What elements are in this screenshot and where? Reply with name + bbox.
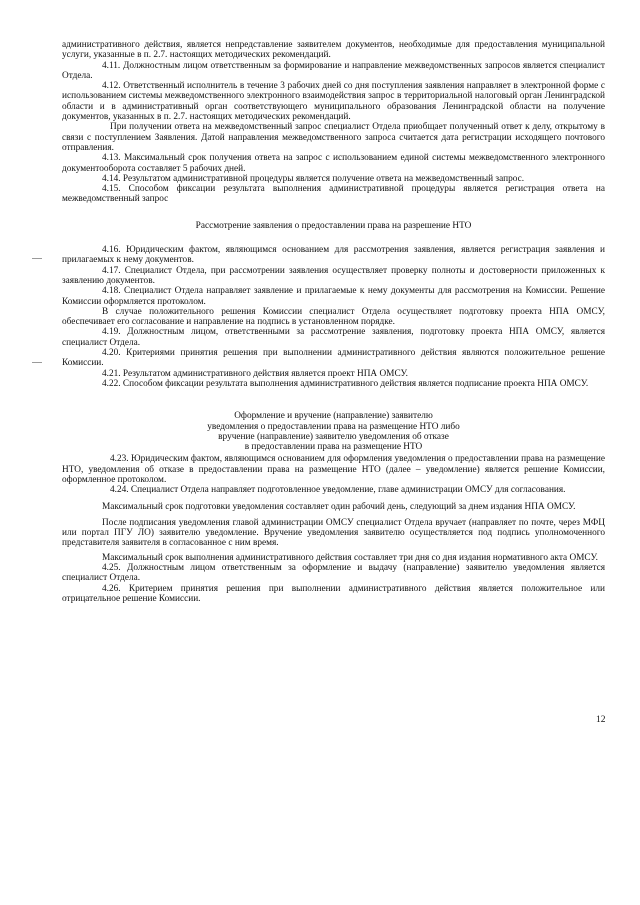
paragraph: 4.14. Результатом административной процедуры является получение ответа на межведомственный запрос. [102,173,525,184]
heading-line: Оформление и вручение (направление) заявителю [234,411,433,422]
paragraph: административного действия, является непредставление заявителем документов, необходимые для предоставления муниципальной услуги, указанные в п. 2.7. настоящих методических рекомендаций. [62,40,605,61]
section-heading: Рассмотрение заявления о предоставлении права на разрешение НТО [195,220,472,231]
paragraph: 4.22. Способом фиксации результата выполнения административного действия является подписание проекта НПА ОМСУ. [102,378,589,389]
document-body [62,40,605,604]
heading-line: вручение (направление) заявителю уведомления об отказе [218,431,449,442]
heading-line: в предоставлении права на размещение НТО [244,442,423,453]
paragraph: 4.26. Критерием принятия решения при выполнении административного действия является положительное или отрицательное решение Комиссии. [62,583,605,604]
paragraph: При получении ответа на межведомственный запрос специалист Отдела приобщает полученный ответ к делу, открытому в связи с поступлением Заявления. Датой направления межведомственного запроса считается дата регистрации исходящего почтового отправления. [62,122,605,153]
paragraph: 4.13. Максимальный срок получения ответа на запрос с использованием единой системы межведомственного электронного документооборота составляет 5 рабочих дней. [62,153,605,174]
paragraph: Максимальный срок выполнения административного действия составляет три дня со дня издания нормативного акта ОМСУ. [102,552,598,563]
paragraph: 4.23. Юридическим фактом, являющимся основанием для оформления уведомления о предоставлении права на размещение НТО, уведомления об отказе в предоставлении права на размещение НТО (далее – уведомление) является решение Комиссии, оформленное протоколом. [62,454,605,485]
paragraph: В случае положительного решения Комиссии специалист Отдела осуществляет подготовку проекта НПА ОМСУ, обеспечивает его согласование и направление на подпись в установленном порядке. [62,306,605,328]
paragraph: 4.24. Специалист Отдела направляет подготовленное уведомление, главе администрации ОМСУ для согласования. [110,485,566,496]
margin-mark [32,258,42,259]
paragraph: 4.17. Специалист Отдела, при рассмотрении заявления осуществляет проверку полноты и достоверности приложенных к заявлению документов. [62,265,605,286]
paragraph: 4.16. Юридическим фактом, являющимся основанием для рассмотрения заявления, является регистрация заявления и прилагаемых к нему документов. [62,245,605,266]
paragraph: 4.21. Результатом административного действия является проект НПА ОМСУ. [102,368,408,379]
paragraph: 4.15. Способом фиксации результата выполнения административной процедуры является регистрация ответа на межведомственный запрос [62,184,605,205]
paragraph: 4.19. Должностным лицом, ответственными за рассмотрение заявления, подготовку проекта НПА ОМСУ, является специалист Отдела. [62,327,605,348]
paragraph: После подписания уведомления главой администрации ОМСУ специалист Отдела вручает (направляет по почте, через МФЦ или портал ПГУ ЛО) заявителю уведомление. Вручение уведомления заявителю осуществляется под подпись уполномоченного представителя заявителя в согласованное с ним время. [62,517,605,549]
margin-mark [32,362,42,363]
paragraph: 4.12. Ответственный исполнитель в течение 3 рабочих дней со дня поступления заявления направляет в электронной форме с использованием системы межведомственного электронного взаимодействия запрос в территориальной налоговый орган Ленинградской области и в административный орган соответствующего муниципального образования Ленинградской области на получение документов, указанных в п. 2.7. настоящих методических рекомендаций. [62,81,605,123]
paragraph: 4.20. Критериями принятия решения при выполнении административного действия являются положительное решение Комиссии. [62,348,605,369]
section-heading [62,411,605,452]
paragraph: 4.11. Должностным лицом ответственным за формирование и направление межведомственных запросов является специалист Отдела. [62,60,605,81]
paragraph: Максимальный срок подготовки уведомления составляет один рабочий день, следующий за днем издания НПА ОМСУ. [102,501,576,512]
paragraph: 4.18. Специалист Отдела направляет заявление и прилагаемые к нему документы для рассмотрения на Комиссии. Решение Комиссии оформляется протоколом. [62,286,605,307]
heading-line: уведомления о предоставлении права на размещение НТО либо [207,421,460,432]
page-number: 12 [596,715,606,725]
paragraph: 4.25. Должностным лицом ответственным за оформление и выдачу (направление) заявителю уведомления является специалист Отдела. [62,563,605,584]
